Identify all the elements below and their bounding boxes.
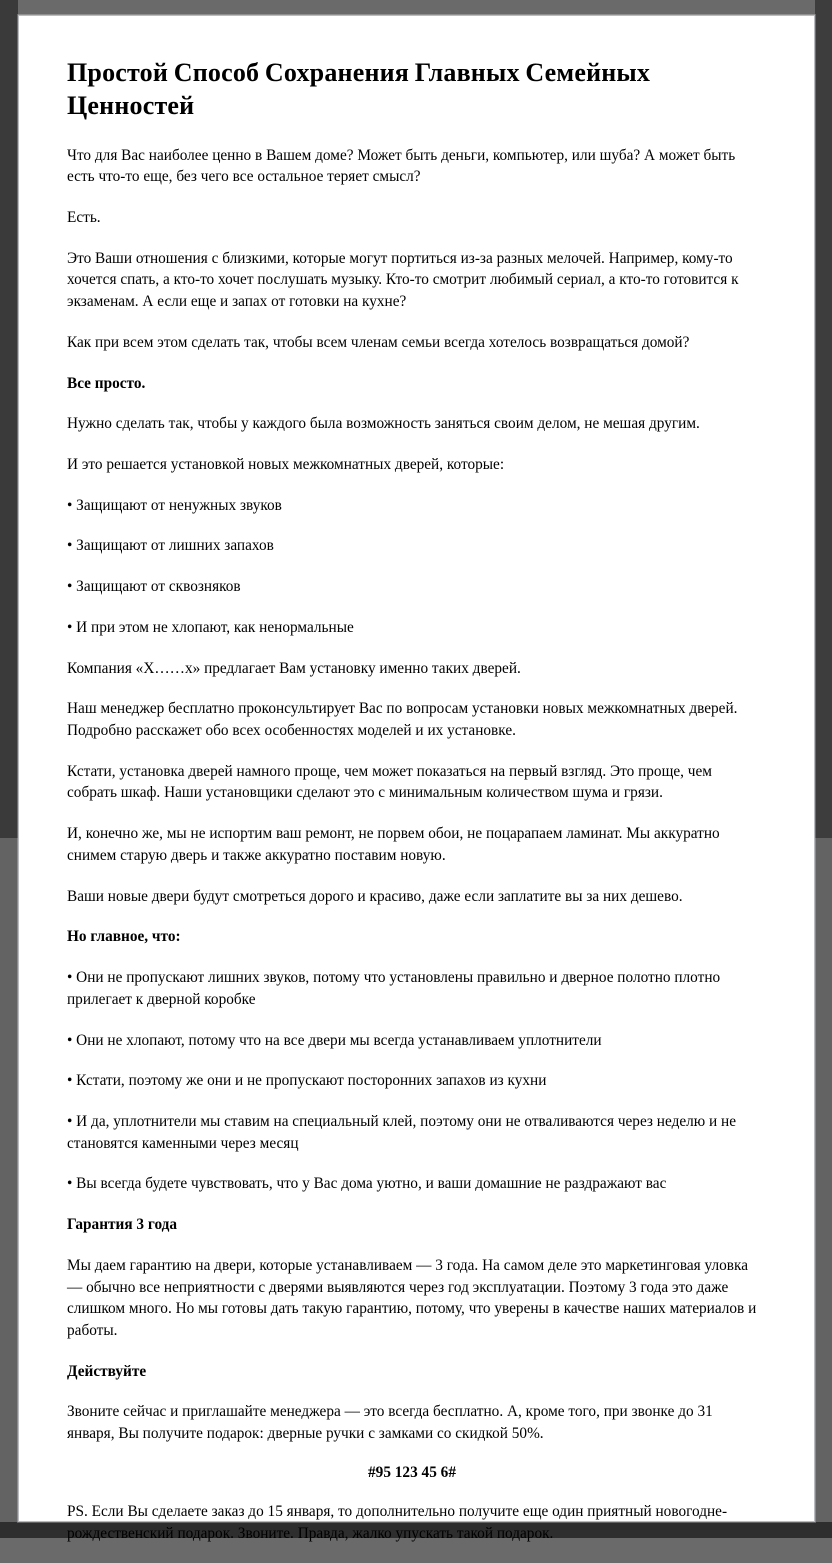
section-heading: Гарантия 3 года [67,1216,178,1234]
page-title: Простой Способ Сохранения Главных Семейных Ценностей [67,58,651,121]
viewer-right-margin-lower [815,838,832,1522]
list-item: • Кстати, поэтому же они и не пропускают посторонних запахов из кухни [67,1072,547,1090]
paragraph: Ваши новые двери будут смотреться дорого и красиво, даже если заплатите вы за них дешево. [67,887,683,905]
paragraph: Нужно сделать так, чтобы у каждого была возможность заняться своим делом, не мешая другим. [67,415,700,433]
phone-number: #95 123 45 6# [368,1463,456,1481]
viewer-right-margin-upper [815,0,832,838]
list-item: • Они не хлопают, потому что на все двери мы всегда устанавливаем уплотнители [67,1031,602,1049]
paragraph: Компания «Х……х» предлагает Вам установку именно таких дверей. [67,659,521,677]
paragraph: PS. Если Вы сделаете заказ до 15 января, то дополнительно получите еще один приятный новогодне-рождественский подарок. Звоните. Правда, жалко упускать такой подарок. [67,1502,728,1542]
list-item: • Защищают от ненужных звуков [67,496,282,514]
paragraph: Это Ваши отношения с близкими, которые могут портиться из-за разных мелочей. Например, кому-то хочется спать, а кто-то хочет послушать музыку. Кто-то смотрит любимый сериал, а кто-то готовится к экзаменам. А если еще и запах от готовки на кухне? [67,249,739,311]
list-item: • Защищают от лишних запахов [67,537,274,555]
paragraph: Наш менеджер бесплатно проконсультирует Вас по вопросам установки новых межкомнатных дверей. Подробно расскажет обо всех особенностях моделей и их установке. [67,700,738,740]
list-item: • И при этом не хлопают, как ненормальные [67,618,354,636]
document-blocks [67,145,757,1545]
paragraph: Как при всем этом сделать так, чтобы всем членам семьи всегда хотелось возвращаться домой? [67,333,690,351]
document-page [18,15,815,1542]
paragraph: Что для Вас наиболее ценно в Вашем доме? Может быть деньги, компьютер, или шуба? А может быть есть что-то еще, без чего все остальное теряет смысл? [67,146,736,186]
document-body [67,56,757,1563]
paragraph: Кстати, установка дверей намного проще, чем может показаться на первый взгляд. Это проще, чем собрать шкаф. Наши установщики сделают это с минимальным количеством шума и грязи. [67,762,712,802]
section-heading: Все просто. [67,374,146,392]
paragraph: Есть. [67,208,101,226]
paragraph: Мы даем гарантию на двери, которые устанавливаем — 3 года. На самом деле это маркетинговая уловка — обычно все неприятности с дверями выявляются через год эксплуатации. Поэтому 3 года это даже слишком много. Но мы готовы дать такую гарантию, потому, что уверены в качестве наших материалов и работы. [67,1256,757,1339]
section-heading: Но главное, что: [67,928,181,946]
viewer-left-margin-lower [0,838,18,1522]
viewer-left-margin-upper [0,0,18,838]
list-item: • Защищают от сквозняков [67,578,241,596]
paragraph: Звоните сейчас и приглашайте менеджера — это всегда бесплатно. А, кроме того, при звонке до 31 января, Вы получите подарок: дверные ручки с замками со скидкой 50%. [67,1403,713,1443]
list-item: • И да, уплотнители мы ставим на специальный клей, поэтому они не отваливаются через неделю и не становятся каменными через месяц [67,1112,737,1152]
section-heading: Действуйте [67,1362,147,1380]
list-item: • Вы всегда будете чувствовать, что у Вас дома уютно, и ваши домашние не раздражают вас [67,1175,667,1193]
list-item: • Они не пропускают лишних звуков, потому что установлены правильно и дверное полотно плотно прилегает к дверной коробке [67,969,721,1008]
paragraph: И, конечно же, мы не испортим ваш ремонт, не порвем обои, не поцарапаем ламинат. Мы аккуратно снимем старую дверь и также аккуратно поставим новую. [67,825,720,864]
paragraph: И это решается установкой новых межкомнатных дверей, которые: [67,456,505,473]
